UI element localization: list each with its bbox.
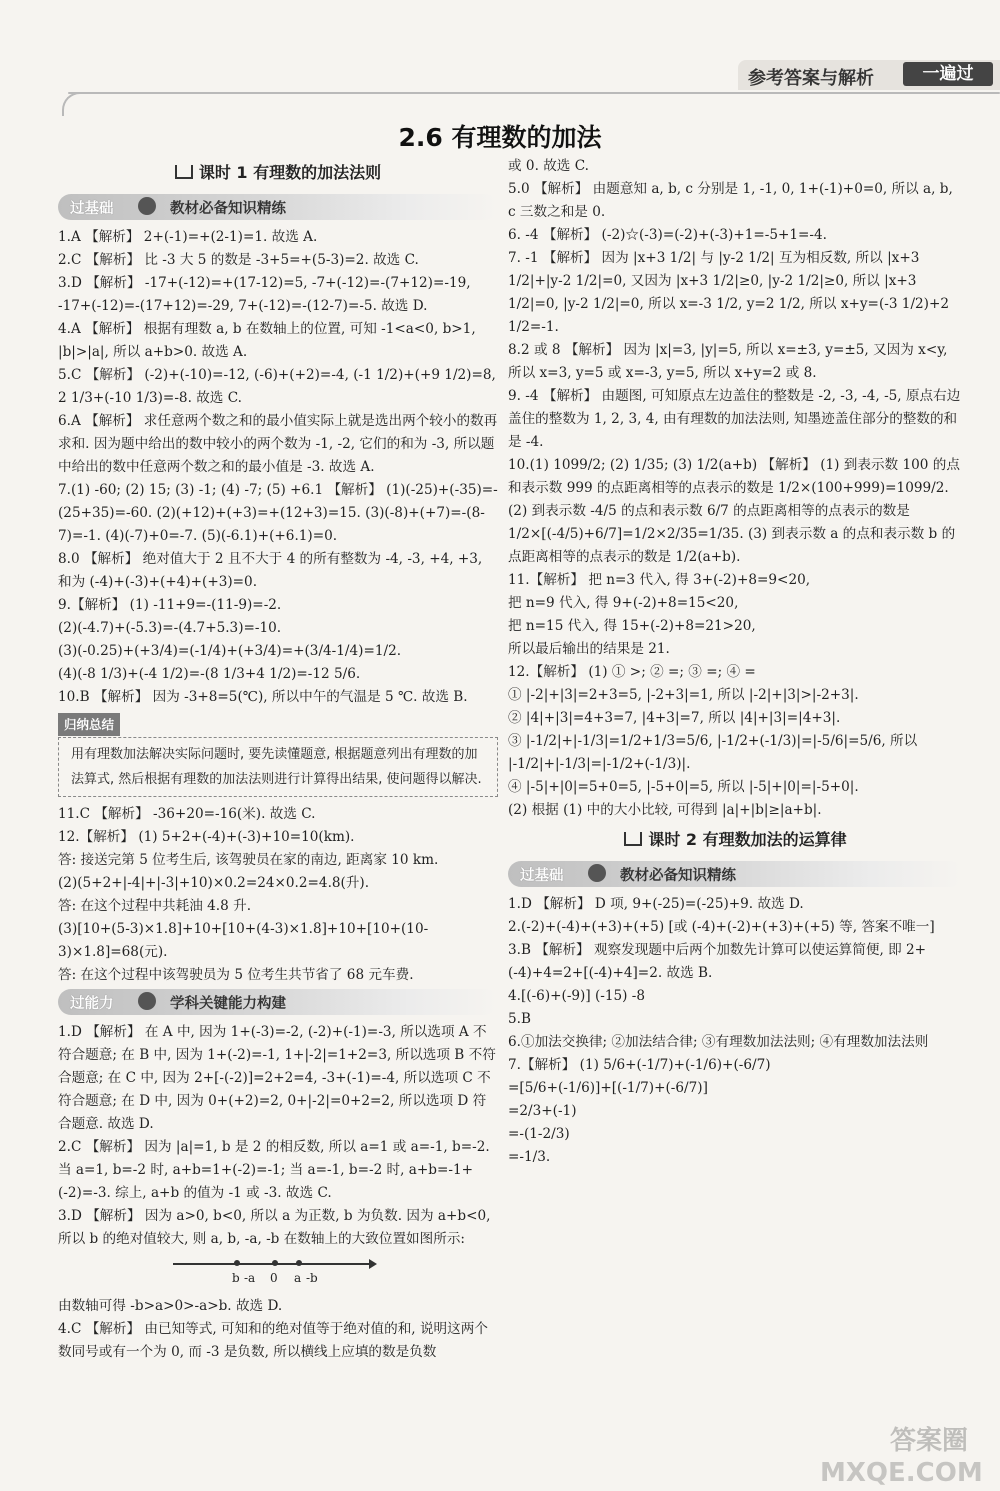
answer-item: 3.B 【解析】 观察发现题中后两个加数先计算可以使运算简便, 即 2+(-4)+4=2+[(-4)+4]=2. 故选 B. — [508, 942, 927, 981]
answer-item: 12.【解析】 (1) ① >; ② =; ③ =; ④ = — [508, 664, 756, 680]
answer-item: 12.【解析】 (1) 5+2+(-4)+(-3)+10=10(km). — [58, 829, 355, 845]
header-rule-curve — [62, 92, 84, 116]
watermark-logo: 答案圈 — [890, 1426, 969, 1456]
answer-item: =[5/6+(-1/6)]+[(-1/7)+(-6/7)] — [508, 1080, 708, 1096]
right-column — [508, 155, 963, 1169]
header-rule — [68, 92, 1000, 94]
number-line-point — [234, 1260, 240, 1266]
medal-icon — [138, 992, 156, 1010]
header-title: 参考答案与解析 — [748, 68, 874, 89]
answer-item: 3.D 【解析】 因为 a>0, b<0, 所以 a 为正数, b 为负数. 因为 a+b<0, 所以 b 的绝对值较大, 则 a, b, -a, -b 在数轴上的大致位置如图所示: — [58, 1208, 491, 1247]
answer-item: 7. -1 【解析】 因为 |x+3 1/2| 与 |y-2 1/2| 互为相反数, 所以 |x+3 1/2|+|y-2 1/2|=0, 又因为 |x+3 1/2|≥0, |y-2 1/2|≥0, 所以 |x+3 1/2|=0, |y-2 1/2|=0, 所以 x=-3 1/2, y=2 1/2, 所以 x+y=(-3 1/2)+2 1/2=-1. — [508, 250, 950, 335]
band-label: 过能力 — [70, 996, 114, 1012]
answer-item: 答: 在这个过程中共耗油 4.8 升. — [58, 898, 252, 914]
answer-item: 2.C 【解析】 比 -3 大 5 的数是 -3+5=+(5-3)=2. 故选 C. — [58, 252, 419, 268]
answer-item: ④ |-5|+|0|=5+0=5, |-5+0|=5, 所以 |-5|+|0|=|-5+0|. — [508, 779, 859, 795]
answer-item: 1.A 【解析】 2+(-1)=+(2-1)=1. 故选 A. — [58, 229, 318, 245]
answer-item: 答: 在这个过程中该驾驶员为 5 位考生共节省了 68 元车费. — [58, 967, 414, 983]
answer-item: 由数轴可得 -b>a>0>-a>b. 故选 D. — [58, 1298, 283, 1314]
band-subtitle: 教材必备知识精练 — [620, 868, 736, 884]
number-line-label: 0 — [270, 1271, 278, 1285]
answer-item: 11.【解析】 把 n=3 代入, 得 3+(-2)+8=9<20, — [508, 572, 811, 588]
lesson-title-2 — [508, 828, 963, 851]
band-subtitle: 学科关键能力构建 — [170, 996, 286, 1012]
number-line-label: -b — [306, 1271, 318, 1285]
number-line-figure — [58, 1251, 498, 1295]
lesson-title-text: 课时 1 有理数的加法法则 — [198, 163, 382, 182]
answer-item: 6.①加法交换律; ②加法结合律; ③有理数加法法则; ④有理数加法法则 — [508, 1034, 929, 1050]
answer-item: 7.【解析】 (1) 5/6+(-1/7)+(-1/6)+(-6/7) — [508, 1057, 771, 1073]
answer-item: 把 n=9 代入, 得 9+(-2)+8=15<20, — [508, 595, 739, 611]
answer-list-3 — [58, 1021, 498, 1251]
answer-item: (4)(-8 1/3)+(-4 1/2)=-(8 1/3+4 1/2)=-12 5/6. — [58, 666, 361, 682]
answer-item: 9. -4 【解析】 由题图, 可知原点左边盖住的整数是 -2, -3, -4, -5, 原点右边盖住的整数为 1, 2, 3, 4, 由有理数的加法法则, 知墨迹盖住部分的整数的和是 -4. — [508, 388, 961, 450]
answer-list-2 — [58, 803, 498, 987]
answer-item: 10.B 【解析】 因为 -3+8=5(℃), 所以中午的气温是 5 ℃. 故选 B. — [58, 689, 468, 705]
answer-list-5 — [508, 155, 963, 822]
answer-item: 11.C 【解析】 -36+20=-16(米). 故选 C. — [58, 806, 316, 822]
answer-item: 8.0 【解析】 绝对值大于 2 且不大于 4 的所有整数为 -4, -3, +4, +3, 和为 (-4)+(-3)+(+4)+(+3)=0. — [58, 551, 483, 590]
answer-item: (2)(-4.7)+(-5.3)=-(4.7+5.3)=-10. — [58, 620, 282, 636]
answer-list-4 — [58, 1295, 498, 1364]
summary-heading: 归纳总结 — [58, 713, 120, 736]
number-line-point — [296, 1260, 302, 1266]
answer-item: (3)(-0.25)+(+3/4)=(-1/4)+(+3/4)=+(3/4-1/4)=1/2. — [58, 643, 402, 659]
summary-box: 用有理数加法解决实际问题时, 要先读懂题意, 根据题意列出有理数的加法算式, 然后根据有理数的加法法则进行计算得出结果, 使问题得以解决. — [58, 737, 498, 797]
answer-item: 6.A 【解析】 求任意两个数之和的最小值实际上就是选出两个较小的数再求和. 因为题中给出的数中较小的两个数为 -1, -2, 它们的和为 -3, 所以题中给出的数中任意两个数之和的最小值是 -3. 故选 A. — [58, 413, 498, 475]
book-icon — [588, 864, 606, 882]
answer-item: (3)[10+(5-3)×1.8]+10+[10+(4-3)×1.8]+10+[10+(10-3)×1.8]=68(元). — [58, 921, 429, 960]
answer-item: 1.D 【解析】 D 项, 9+(-25)=(-25)+9. 故选 D. — [508, 896, 804, 912]
answer-item: 4.C 【解析】 由已知等式, 可知和的绝对值等于绝对值的和, 说明这两个数同号或有一个为 0, 而 -3 是负数, 所以横线上应填的数是负数 — [58, 1321, 488, 1360]
answer-item: 9.【解析】 (1) -11+9=-(11-9)=-2. — [58, 597, 282, 613]
answer-item: (2)(5+2+|-4|+|-3|+10)×0.2=24×0.2=4.8(升). — [58, 875, 370, 891]
answer-item: ③ |-1/2|+|-1/3|=1/2+1/3=5/6, |-1/2+(-1/3)|=|-5/6|=5/6, 所以 |-1/2|+|-1/3|=|-1/2+(-1/3)|. — [508, 733, 918, 772]
section-band-ability — [58, 989, 498, 1015]
header-tab — [738, 60, 1000, 90]
answer-item: ① |-2|+|3|=2+3=5, |-2+3|=1, 所以 |-2|+|3|>|-2+3|. — [508, 687, 859, 703]
section-title: 2.6 有理数的加法 — [398, 123, 602, 152]
answer-item: 5.C 【解析】 (-2)+(-10)=-12, (-6)+(+2)=-4, (-1 1/2)+(+9 1/2)=8, 2 1/3+(-10 1/3)=-8. 故选 C. — [58, 367, 496, 406]
answer-item: 6. -4 【解析】 (-2)☆(-3)=(-2)+(-3)+1=-5+1=-4. — [508, 227, 827, 243]
lesson-title-text: 课时 2 有理数加法的运算律 — [648, 830, 847, 849]
number-line-point — [272, 1260, 278, 1266]
band-subtitle: 教材必备知识精练 — [170, 201, 286, 217]
answer-item: (2) 到表示数 -4/5 的点和表示数 6/7 的点距离相等的点表示的数是 1/2×[(-4/5)+6/7]=1/2×2/35=1/35. (3) 到表示数 a 的点和表示数 b 的点距离相等的点表示的数是 1/2(a+b). — [508, 503, 956, 565]
number-line-label: b — [232, 1271, 240, 1285]
band-label: 过基础 — [520, 868, 564, 884]
answer-item: 或 0. 故选 C. — [508, 158, 589, 174]
book-icon — [138, 197, 156, 215]
lesson-title-1 — [58, 161, 498, 184]
lesson-icon — [624, 832, 642, 846]
answer-item: 5.B — [508, 1011, 531, 1027]
answer-item: 1.D 【解析】 在 A 中, 因为 1+(-3)=-2, (-2)+(-1)=-3, 所以选项 A 不符合题意; 在 B 中, 因为 1+(-2)=-1, 1+|-2|=1+2=3, 所以选项 B 不符合题意; 在 C 中, 因为 2+[-(-2)]=2+2=4, -3+(-1)=-4, 所以选项 C 不符合题意; 在 D 中, 因为 0+(+2)=2, 0+|-2|=0+2=2, 所以选项 D 符合题意. 故选 D. — [58, 1024, 496, 1132]
answer-item: =2/3+(-1) — [508, 1103, 577, 1119]
answer-item: 2.(-2)+(-4)+(+3)+(+5) [或 (-4)+(-2)+(+3)+(+5) 等, 答案不唯一] — [508, 919, 935, 935]
answer-item: 答: 接送完第 5 位考生后, 该驾驶员在家的南边, 距离家 10 km. — [58, 852, 439, 868]
answer-list-6 — [508, 893, 963, 1169]
answer-item: 把 n=15 代入, 得 15+(-2)+8=21>20, — [508, 618, 756, 634]
number-line-label: -a — [244, 1271, 256, 1285]
lesson-icon — [175, 165, 193, 179]
section-band-basics — [58, 194, 498, 220]
watermark-url: MXQE.COM — [820, 1458, 983, 1488]
answer-item: 8.2 或 8 【解析】 因为 |x|=3, |y|=5, 所以 x=±3, y=±5, 又因为 x<y, 所以 x=3, y=5 或 x=-3, y=5, 所以 x+y=2 或 8. — [508, 342, 948, 381]
answer-item: 4.A 【解析】 根据有理数 a, b 在数轴上的位置, 可知 -1<a<0, b>1, |b|>|a|, 所以 a+b>0. 故选 A. — [58, 321, 476, 360]
answer-item: 所以最后输出的结果是 21. — [508, 641, 670, 657]
answer-item: ② |4|+|3|=4+3=7, |4+3|=7, 所以 |4|+|3|=|4+3|. — [508, 710, 841, 726]
answer-item: 10.(1) 1099/2; (2) 1/35; (3) 1/2(a+b) 【解析】 (1) 到表示数 100 的点和表示数 999 的点距离相等的点表示的数是 1/2×(100+999)=1099/2. — [508, 457, 960, 496]
left-column — [58, 155, 498, 1364]
answer-item: (2) 根据 (1) 中的大小比较, 可得到 |a|+|b|≥|a+b|. — [508, 802, 822, 818]
answer-item: =-(1-2/3) — [508, 1126, 570, 1142]
answer-list-1 — [58, 226, 498, 709]
answer-item: 5.0 【解析】 由题意知 a, b, c 分别是 1, -1, 0, 1+(-1)+0=0, 所以 a, b, c 三数之和是 0. — [508, 181, 953, 220]
answer-item: 2.C 【解析】 因为 |a|=1, b 是 2 的相反数, 所以 a=1 或 a=-1, b=-2. 当 a=1, b=-2 时, a+b=1+(-2)=-1; 当 a=-1, b=-2 时, a+b=-1+(-2)=-3. 综上, a+b 的值为 -1 或 -3. 故选 C. — [58, 1139, 490, 1201]
answer-item: 7.(1) -60; (2) 15; (3) -1; (4) -7; (5) +6.1 【解析】 (1)(-25)+(-35)=-(25+35)=-60. (2)(+12)+(+3)=+(12+3)=15. (3)(-8)+(+7)=-(8-7)=-1. (4)(-7)+0=-7. (5)(-6.1)+(+6.1)=0. — [58, 482, 498, 544]
answer-item: 3.D 【解析】 -17+(-12)=+(17-12)=5, -7+(-12)=-(7+12)=-19, -17+(-12)=-(17+12)=-29, 7+(-12)=-(12-7)=-5. 故选 D. — [58, 275, 471, 314]
section-band-basics-2 — [508, 861, 963, 887]
number-line-label: a — [294, 1271, 302, 1285]
brand-logo: 一遍过 — [903, 62, 993, 86]
answer-item: 4.[(-6)+(-9)] (-15) -8 — [508, 988, 646, 1004]
number-line-arrow — [369, 1259, 377, 1269]
answer-item: =-1/3. — [508, 1149, 551, 1165]
band-label: 过基础 — [70, 201, 114, 217]
